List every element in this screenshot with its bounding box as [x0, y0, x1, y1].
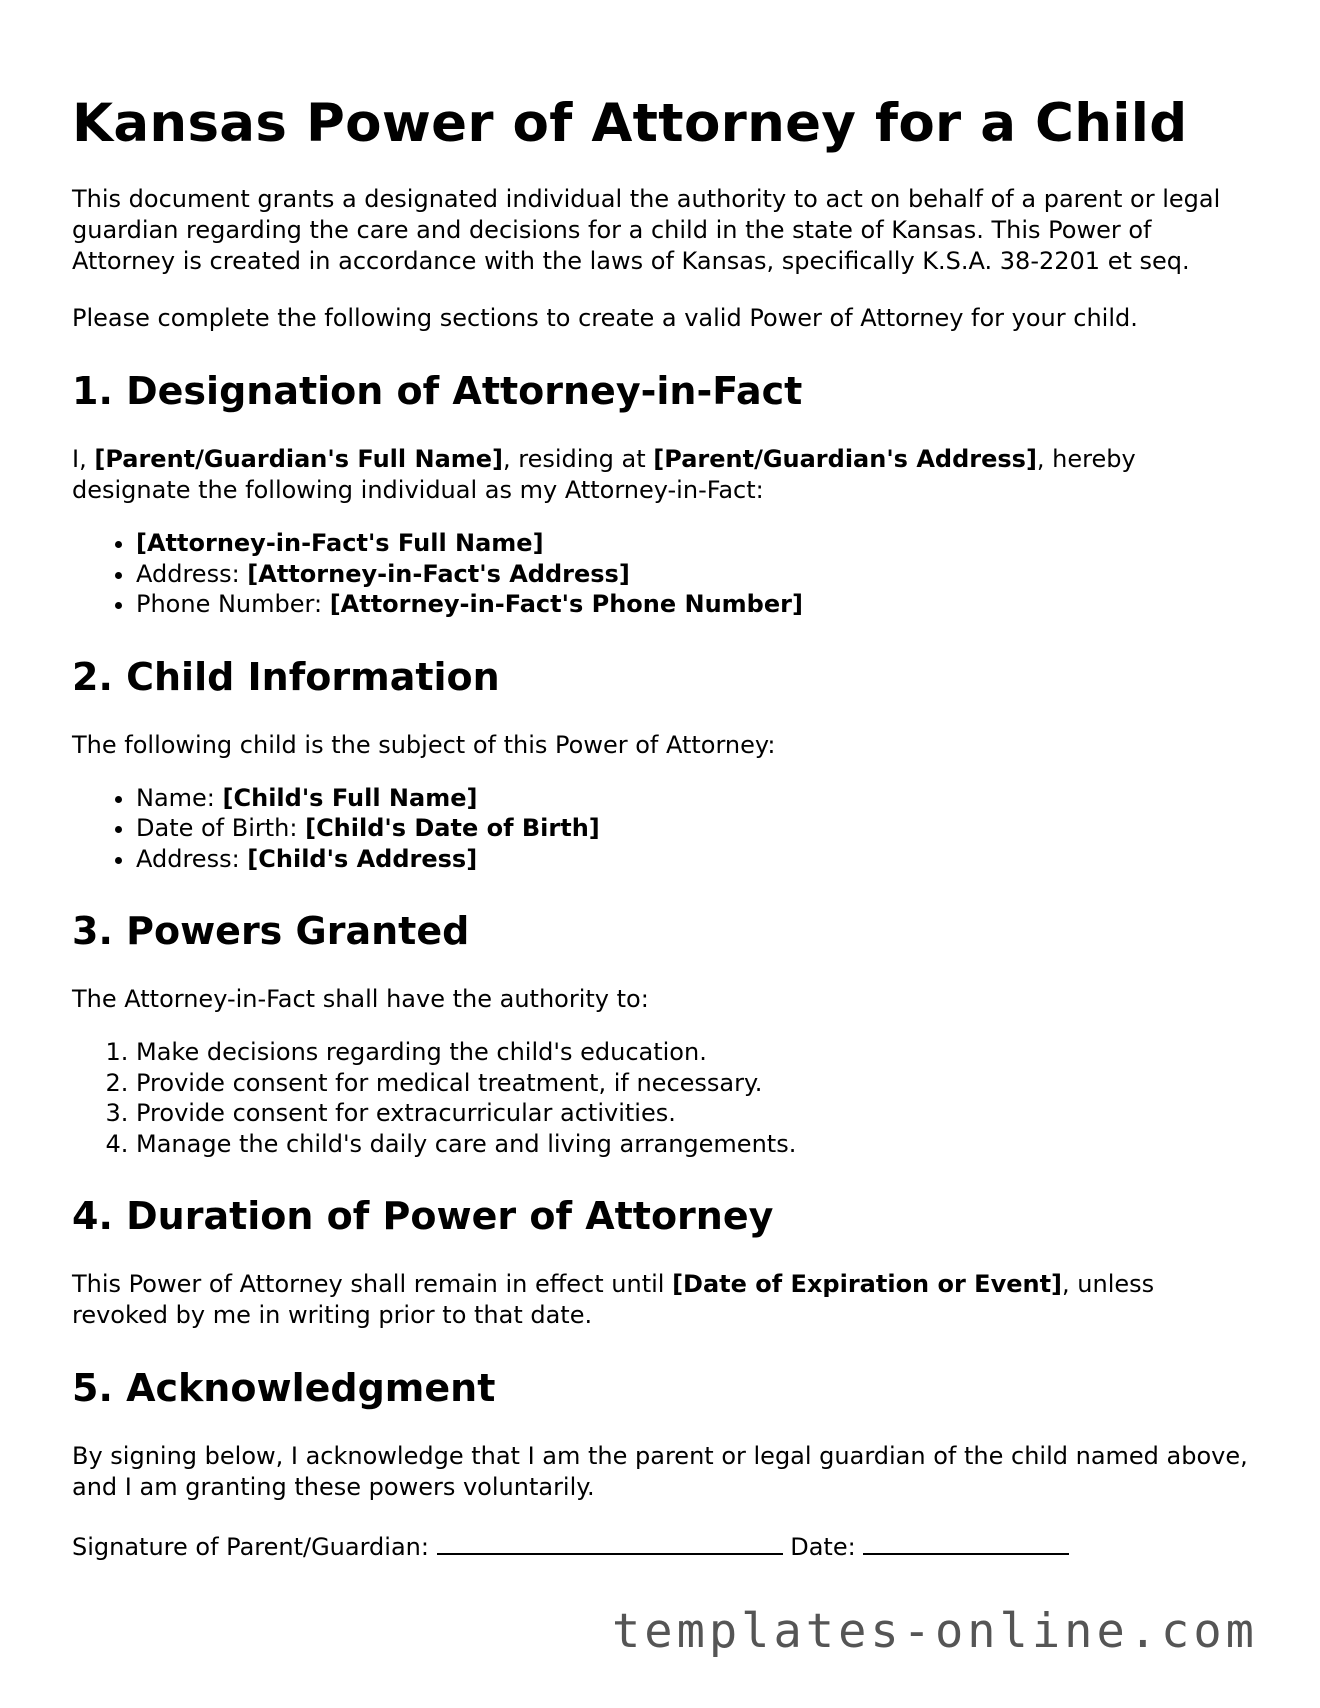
- section-heading-duration: 4. Duration of Power of Attorney: [72, 1194, 774, 1238]
- list-item: [136, 783, 1252, 814]
- attorney-name-placeholder: [Attorney-in-Fact's Full Name]: [136, 529, 544, 557]
- duration-text-b: , unless revoked by me in writing prior to that date.: [72, 1270, 1155, 1329]
- section-heading-designation: 1. Designation of Attorney-in-Fact: [72, 369, 803, 413]
- document-page: [72, 0, 1252, 1563]
- expiration-placeholder: [Date of Expiration or Event]: [672, 1270, 1063, 1298]
- child-info-list: [72, 783, 1252, 875]
- list-item: [136, 528, 1252, 559]
- section-heading-acknowledgment: 5. Acknowledgment: [72, 1366, 496, 1410]
- item-label: Date of Birth:: [136, 814, 306, 842]
- section-heading-powers: 3. Powers Granted: [72, 909, 470, 953]
- child-name-placeholder: [Child's Full Name]: [222, 783, 478, 812]
- signature-field[interactable]: [437, 1529, 783, 1555]
- designation-text-a: I,: [72, 445, 95, 473]
- list-item: 1. Make decisions regarding the child's education.: [136, 1037, 1252, 1068]
- item-label: Address:: [136, 844, 248, 873]
- item-label: Name:: [136, 783, 223, 812]
- designation-paragraph: [72, 444, 1252, 506]
- section-heading-child-info: 2. Child Information: [72, 654, 500, 699]
- duration-text-a: This Power of Attorney shall remain in effect until: [72, 1270, 673, 1298]
- list-item: [136, 844, 1252, 875]
- item-label: Address:: [136, 559, 248, 588]
- child-dob-placeholder: [Child's Date of Birth]: [305, 814, 600, 842]
- intro-paragraph: This document grants a designated individual the authority to act on behalf of a parent or legal guardian regarding the care and decisions for a child in the state of Kansas. This Power of Attorney is created in accordance with the laws of Kansas, specifically K.S.A. 38-2201 et seq.: [72, 185, 1221, 275]
- document-title: Kansas Power of Attorney for a Child: [72, 93, 1188, 154]
- duration-paragraph: [72, 1269, 1252, 1331]
- child-address-placeholder: [Child's Address]: [247, 844, 478, 873]
- attorney-address-placeholder: [Attorney-in-Fact's Address]: [247, 559, 630, 588]
- parent-address-placeholder: [Parent/Guardian's Address]: [653, 445, 1037, 473]
- powers-paragraph: The Attorney-in-Fact shall have the authority to:: [72, 985, 649, 1013]
- list-item: 2. Provide consent for medical treatment, if necessary.: [136, 1068, 1252, 1099]
- child-info-paragraph: The following child is the subject of this Power of Attorney:: [72, 730, 776, 759]
- instructions-paragraph: Please complete the following sections to create a valid Power of Attorney for your child.: [72, 304, 1138, 332]
- designation-text-c: , hereby designate the following individual as my Attorney-in-Fact:: [72, 445, 1136, 504]
- date-field[interactable]: [863, 1529, 1069, 1555]
- date-label: Date:: [782, 1533, 864, 1561]
- designation-text-b: , residing at: [503, 445, 654, 473]
- signature-line: [72, 1529, 1252, 1563]
- signature-label: Signature of Parent/Guardian:: [72, 1533, 437, 1561]
- list-item: 4. Manage the child's daily care and living arrangements.: [136, 1129, 1252, 1160]
- parent-name-placeholder: [Parent/Guardian's Full Name]: [94, 445, 504, 473]
- acknowledgment-paragraph: By signing below, I acknowledge that I am the parent or legal guardian of the child named above, and I am granting these powers voluntarily.: [72, 1442, 1248, 1501]
- list-item: [136, 559, 1252, 590]
- watermark: templates-online.com: [612, 1604, 1258, 1659]
- attorney-info-list: [72, 528, 1252, 620]
- attorney-phone-placeholder: [Attorney-in-Fact's Phone Number]: [329, 590, 803, 618]
- powers-list: [72, 1037, 1252, 1159]
- list-item: 3. Provide consent for extracurricular activities.: [136, 1098, 1252, 1129]
- list-item: [136, 589, 1252, 620]
- list-item: [136, 813, 1252, 844]
- item-label: Phone Number:: [136, 590, 330, 618]
